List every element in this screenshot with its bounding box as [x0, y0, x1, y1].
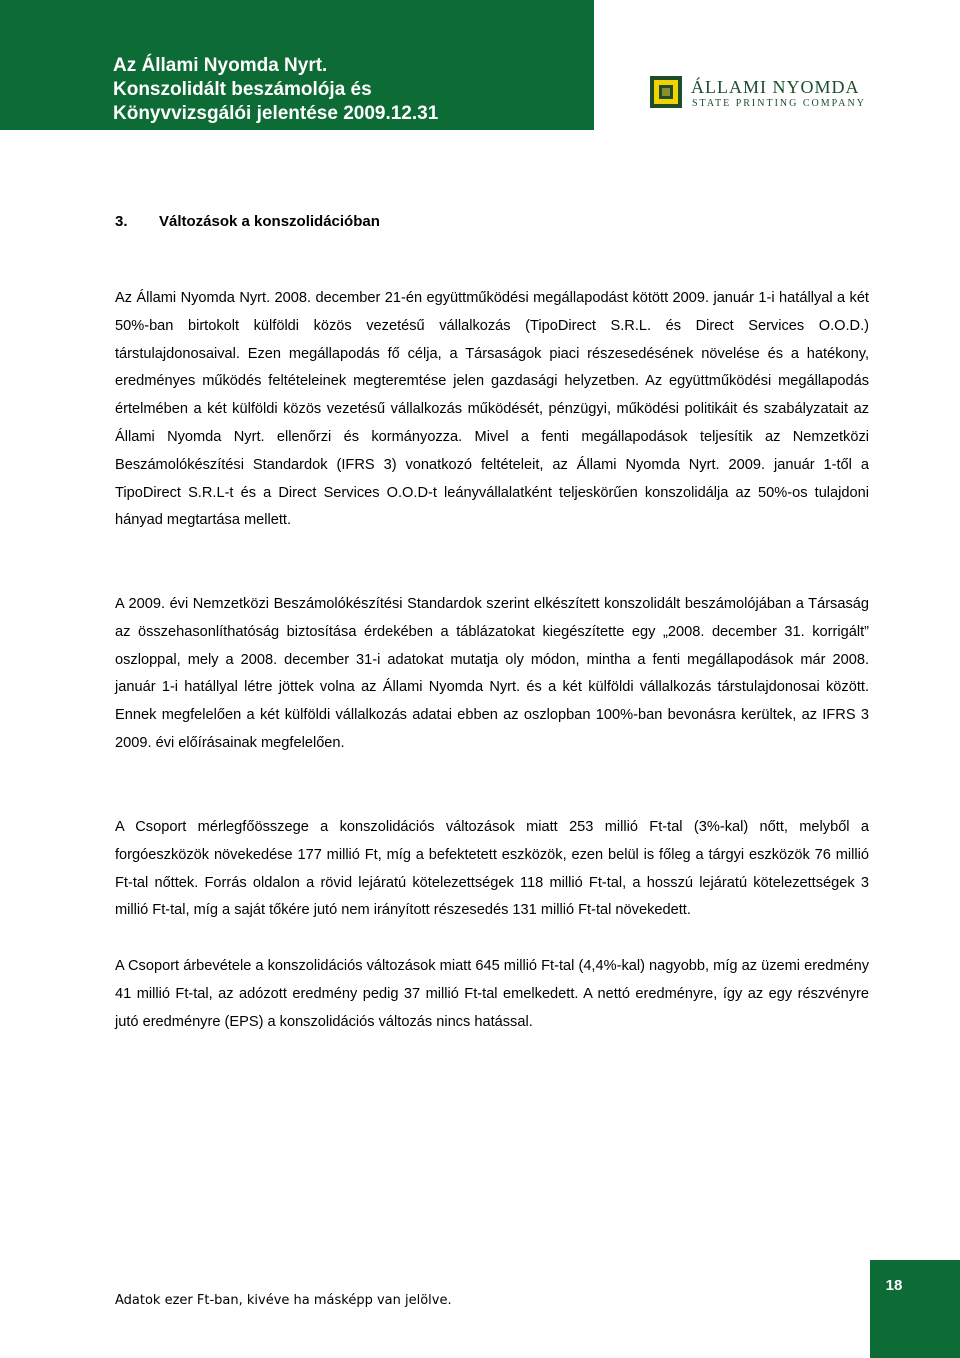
document-title	[113, 54, 438, 126]
page-number: 18	[885, 1277, 903, 1294]
body-paragraph: Az Állami Nyomda Nyrt. 2008. december 21-én együttműködési megállapodást kötött 2009. január 1-i hatállyal a két 50%-ban birtokolt külföldi közös vezetésű vállalkozás (TipoDirect S.R.L. és Direct Services O.O.D.) társtulajdonosaival. Ezen megállapodás fő célja, a Társaságok piaci részesedésének növelése és a hatékony, eredményes működés feltételeinek megteremtése jelen gazdasági helyzetben. Az együttműködési megállapodás értelmében a két külföldi közös vezetésű vállalkozás működését, pénzügyi, működési politikáit és szabályzatait az Állami Nyomda Nyrt. ellenőrzi és kormányozza. Mivel a fenti megállapodások teljesítik az Nemzetközi Beszámolókészítési Standardok (IFRS 3) vonatkozó feltételeit, az Állami Nyomda Nyrt. 2009. január 1-től a TipoDirect S.R.L-t és a Direct Services O.O.D-t leányvállalatként teljeskörűen konszolidálja az 50%-os tulajdoni hányad megtartása mellett.	[115, 290, 869, 529]
section-heading	[115, 212, 380, 232]
logo-name: ÁLLAMI NYOMDA	[691, 77, 860, 97]
body-paragraph: A 2009. évi Nemzetközi Beszámolókészítési Standardok szerint elkészített konszolidált beszámolójában a Társaság az összehasonlíthatóság biztosítása érdekében a táblázatokat kiegészítette egy „2008. december 31. korrigált” oszloppal, mely a 2008. december 31-i adatokat mutatja oly módon, mintha a fenti megállapodások már 2008. január 1-i hatállyal létre jöttek volna az Állami Nyomda Nyrt. és a két külföldi vállalkozás társtulajdonosai között. Ennek megfelelően a két külföldi vállalkozás adatai ebben az oszlopban 100%-ban bevonásra kerültek, az IFRS 3 2009. évi előírásainak megfelelően.	[115, 596, 869, 751]
footer-note: Adatok ezer Ft-ban, kivéve ha másképp van jelölve.	[115, 1293, 452, 1308]
framed-square-logo-icon	[650, 76, 682, 108]
document-title-line: Az Állami Nyomda Nyrt.	[113, 55, 328, 76]
body-paragraph: A Csoport mérlegfőösszege a konszolidációs változások miatt 253 millió Ft-tal (3%-kal) nőtt, melyből a forgóeszközök növekedése 177 millió Ft, míg a befektetett eszközök, ezen belül is főleg a tárgyi eszközök 76 millió Ft-tal nőttek. Forrás oldalon a rövid lejáratú kötelezettségek 118 millió Ft-tal, a hosszú lejáratú kötelezettségek 3 millió Ft-tal, míg a saját tőkére jutó nem irányított részesedés 131 millió Ft-tal növekedett.	[115, 819, 869, 919]
document-title-line: Konszolidált beszámolója és	[113, 79, 372, 100]
section-number: 3.	[115, 213, 128, 230]
section-title: Változások a konszolidációban	[159, 213, 380, 230]
logo-subtitle: STATE PRINTING COMPANY	[692, 98, 866, 109]
header-band	[0, 0, 594, 130]
company-logo	[650, 76, 866, 110]
body-paragraph: A Csoport árbevétele a konszolidációs változások miatt 645 millió Ft-tal (4,4%-kal) nagyobb, míg az üzemi eredmény 41 millió Ft-tal, az adózott eredmény pedig 37 millió Ft-tal emelkedett. A nettó eredményre, így az egy részvényre jutó eredményre (EPS) a konszolidációs változás nincs hatással.	[115, 958, 869, 1030]
document-title-line: Könyvvizsgálói jelentése 2009.12.31	[113, 103, 439, 124]
page-number-box	[870, 1260, 960, 1358]
